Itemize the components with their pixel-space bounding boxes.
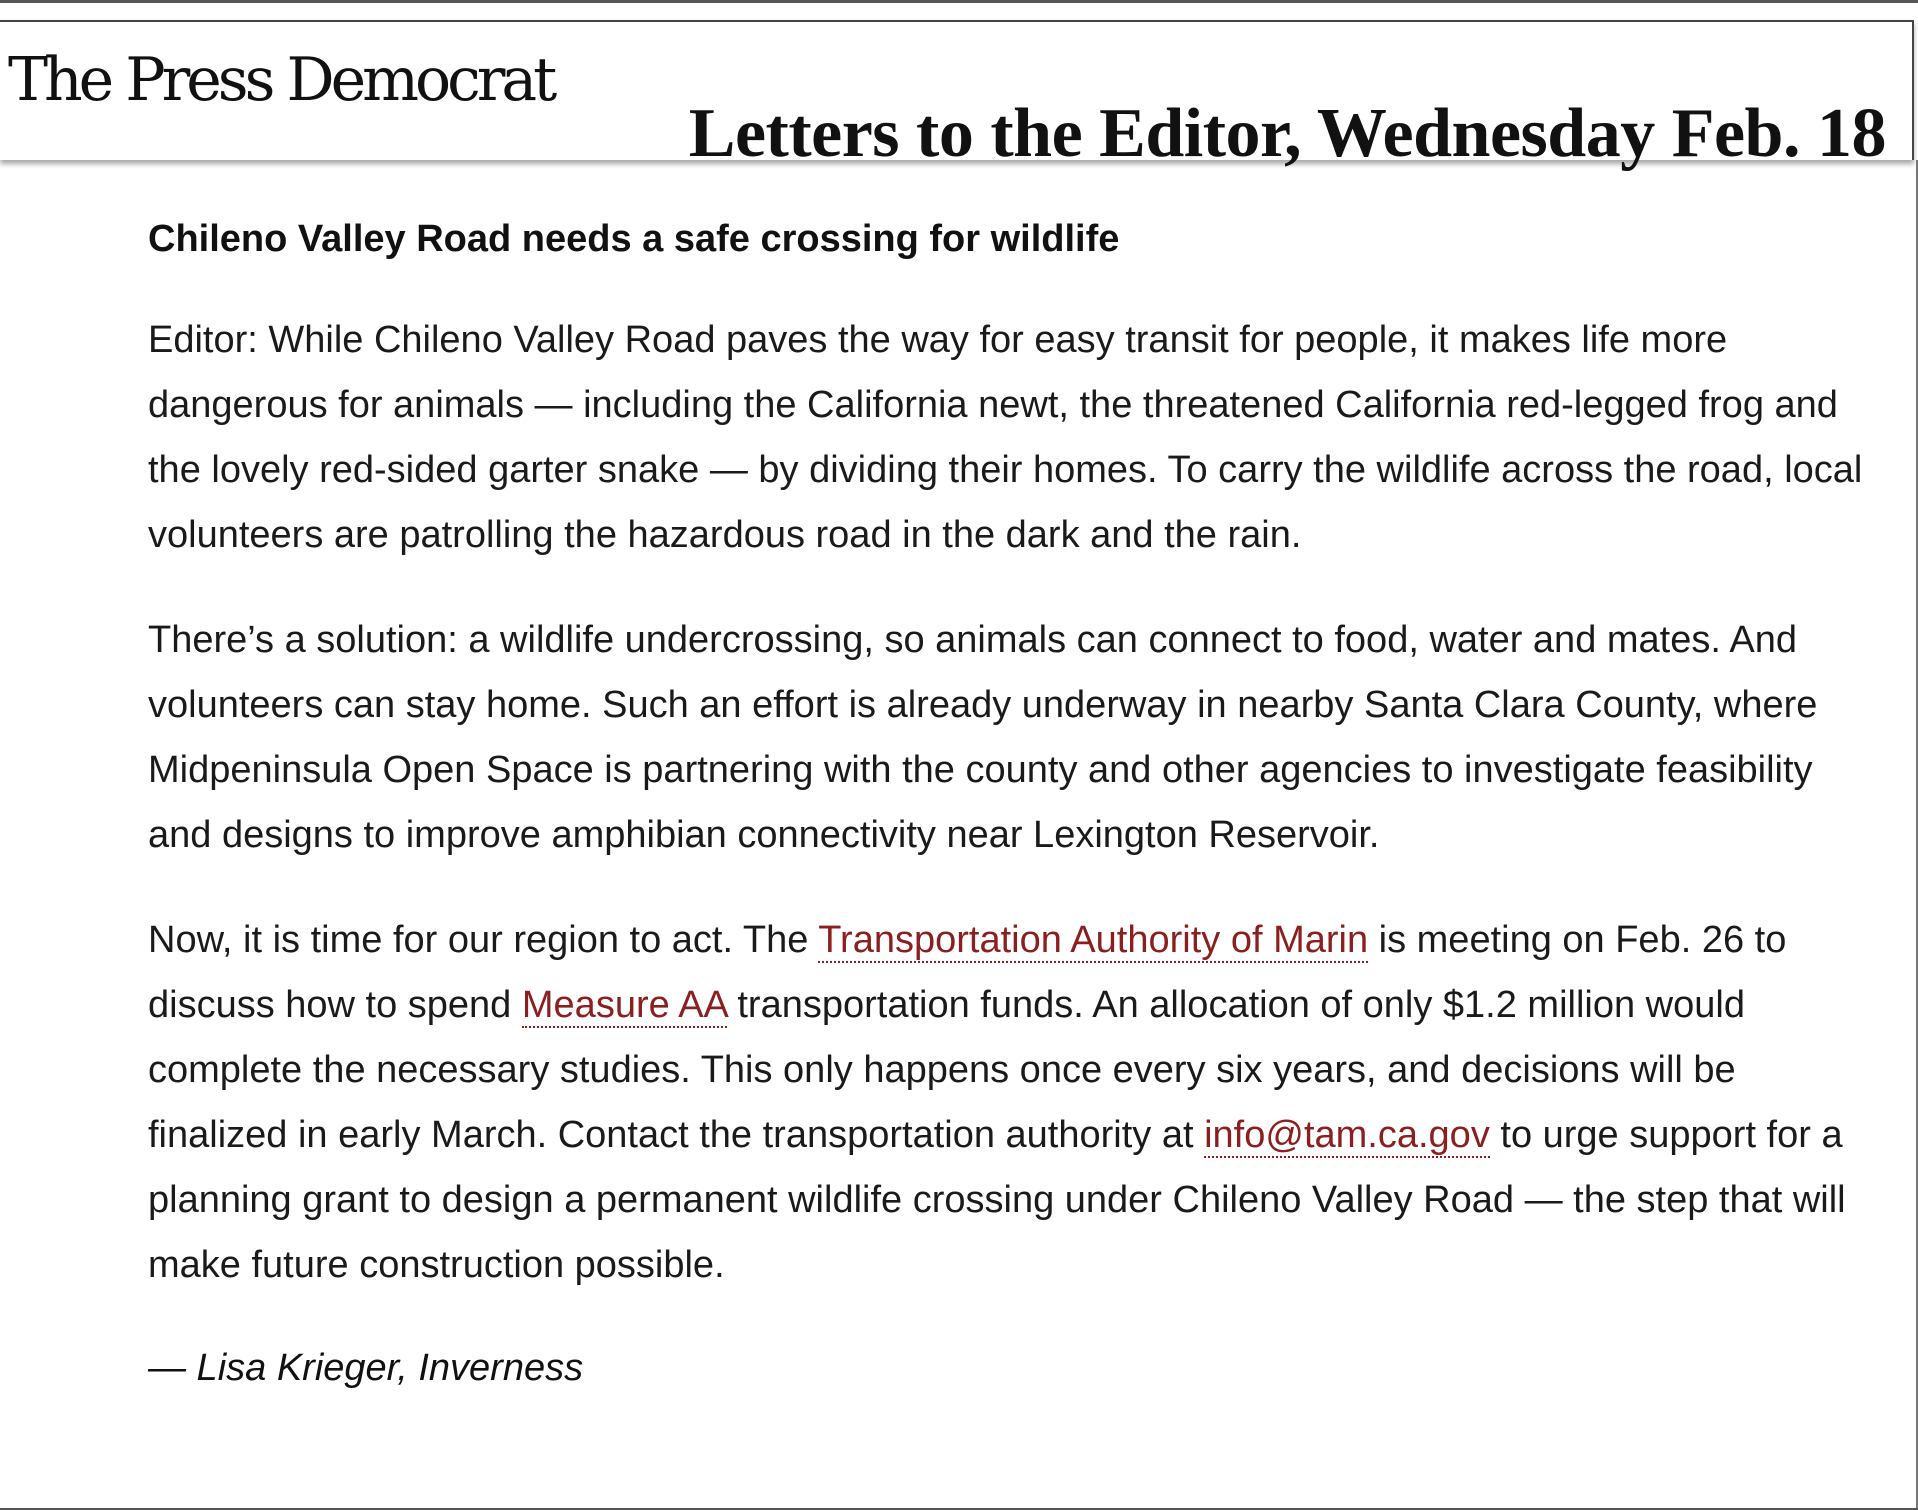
- email-link[interactable]: info@tam.ca.gov: [1204, 1114, 1490, 1156]
- brand-logo[interactable]: The Press Democrat: [8, 45, 554, 115]
- paragraph-3-text-1: Now, it is time for our region to act. The: [148, 919, 819, 961]
- letter-paragraph-2: There’s a solution: a wildlife undercrossing, so animals can connect to food, water and mates. And volunteers can stay home. Such an effort is already underway in nearby Santa Clara County, where Midpeninsula Open Space is partnering with the county and other agencies to investigate feasibility and designs to improve amphibian connectivity near Lexington Reservoir.: [148, 619, 1818, 856]
- letter-paragraph-1: Editor: While Chileno Valley Road paves the way for easy transit for people, it makes life more dangerous for animals — including the California newt, the threatened California red-legged frog and the lovely red-sided garter snake — by dividing their homes. To carry the wildlife across the road, local volunteers are patrolling the hazardous road in the dark and the rain.: [148, 319, 1863, 556]
- letter-article: [148, 210, 1868, 1398]
- top-border: [0, 0, 1918, 3]
- paragraph-3-text-3: transportation funds. An allocation of only $1.2 million would complete the necessary studies. This only happens once every six years, and decisions will be finalized in early March. Contact the transportation authority at: [148, 984, 1745, 1156]
- paragraph-3-text-4: to urge support for a planning grant to design a permanent wildlife crossing under Chileno Valley Road — the step that will make future construction possible.: [148, 1114, 1846, 1286]
- letter-signature: — Lisa Krieger, Inverness: [148, 1347, 584, 1389]
- paragraph-3-text-2: is meeting on Feb. 26 to discuss how to spend: [148, 919, 1787, 1026]
- page-title: Letters to the Editor, Wednesday Feb. 18: [688, 94, 1886, 172]
- page-header: [0, 20, 1914, 172]
- letter-title: Chileno Valley Road needs a safe crossing for wildlife: [148, 218, 1120, 260]
- transportation-authority-link[interactable]: Transportation Authority of Marin: [818, 919, 1369, 961]
- letter-paragraph-3: [148, 908, 1868, 1298]
- measure-aa-link[interactable]: Measure AA: [521, 984, 727, 1026]
